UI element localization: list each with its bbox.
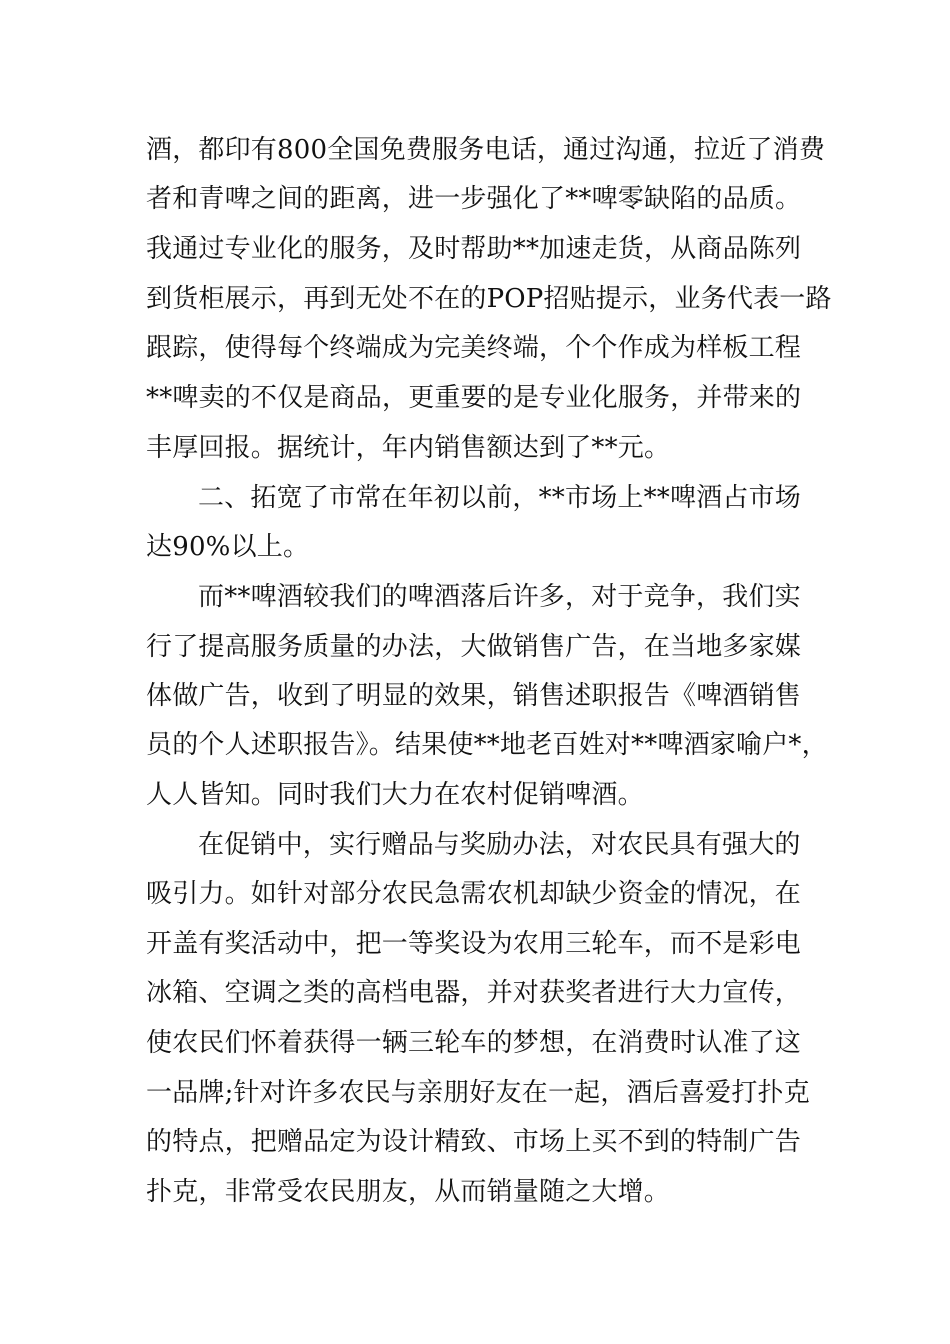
text-line: 行了提高服务质量的办法，大做销售广告，在当地多家媒 xyxy=(146,632,802,662)
text-line: 者和青啤之间的距离，进一步强化了**啤零缺陷的品质。 xyxy=(146,184,802,214)
section-heading: 二、拓宽了市常在年初以前，**市场上**啤酒占市场 xyxy=(198,483,802,513)
text-line: 跟踪，使得每个终端成为完美终端，个个作成为样板工程 xyxy=(146,333,802,363)
text-line: 人人皆知。同时我们大力在农村促销啤酒。 xyxy=(146,780,644,810)
text-line: 的特点，把赠品定为设计精致、市场上买不到的特制广告 xyxy=(146,1127,802,1157)
text-line: 使农民们怀着获得一辆三轮车的梦想，在消费时认准了这 xyxy=(146,1028,802,1058)
text-line: 员的个人述职报告》。结果使**地老百姓对**啤酒家喻户*， xyxy=(146,730,828,760)
text-line: 我通过专业化的服务，及时帮助**加速走货，从商品陈列 xyxy=(146,234,802,264)
text-line: 吸引力。如针对部分农民急需农机却缺少资金的情况，在 xyxy=(146,879,802,909)
text-line: 到货柜展示，再到无处不在的POP招贴提示，业务代表一路 xyxy=(146,284,832,314)
text-line: 体做广告，收到了明显的效果，销售述职报告《啤酒销售 xyxy=(146,681,802,711)
paragraph-start: 在促销中，实行赠品与奖励办法，对农民具有强大的 xyxy=(198,830,801,860)
text-line: 开盖有奖活动中，把一等奖设为农用三轮车，而不是彩电 xyxy=(146,929,802,959)
paragraph-start: 而**啤酒较我们的啤酒落后许多，对于竞争，我们实 xyxy=(198,582,801,612)
text-line: 扑克，非常受农民朋友，从而销量随之大增。 xyxy=(146,1177,671,1207)
text-line: 达90%以上。 xyxy=(146,532,310,562)
text-line: 冰箱、空调之类的高档电器，并对获奖者进行大力宣传， xyxy=(146,978,802,1008)
text-line: 丰厚回报。据统计，年内销售额达到了**元。 xyxy=(146,433,671,463)
text-line: 酒，都印有800全国免费服务电话，通过沟通，拉近了消费 xyxy=(146,135,826,165)
text-line: 一品牌;针对许多农民与亲朋好友在一起，酒后喜爱打扑克 xyxy=(146,1078,810,1108)
text-line: **啤卖的不仅是商品，更重要的是专业化服务，并带来的 xyxy=(146,383,802,413)
